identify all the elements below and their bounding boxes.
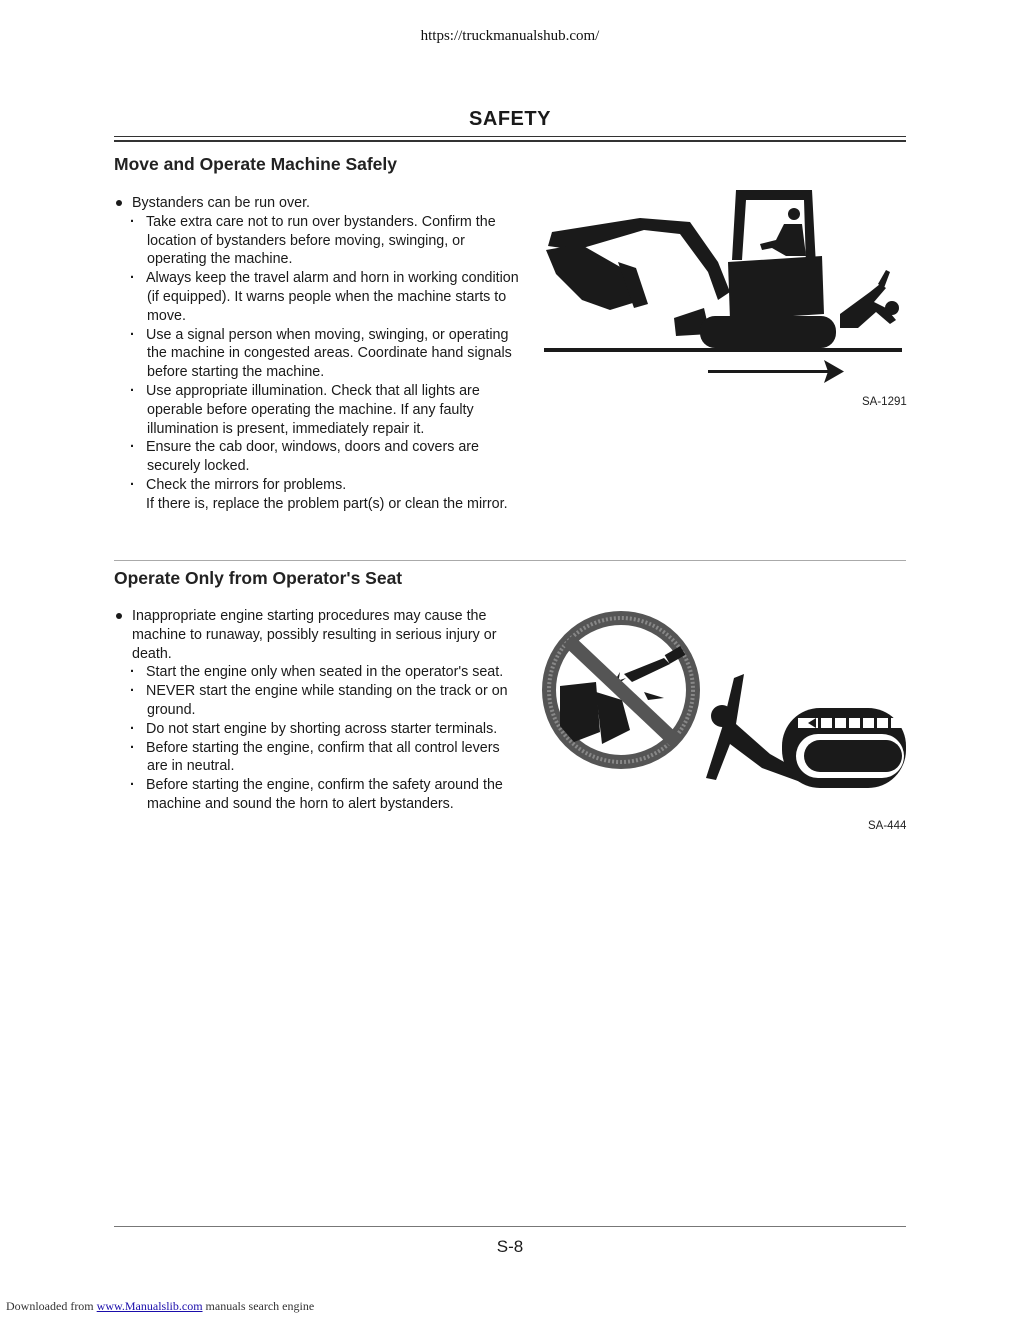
- sub-item: · Use appropriate illumination. Check that all lights are operable before operating the machine. If any faulty illumination is present, immediately repair it.: [114, 382, 524, 438]
- sub-item: · Use a signal person when moving, swinging, or operating the machine in congested areas. Coordinate hand signals before starting the machine.: [114, 326, 524, 382]
- section-heading-operator-seat: Operate Only from Operator's Seat: [114, 568, 403, 588]
- continuation-text: If there is, replace the problem part(s) or clean the mirror.: [146, 495, 508, 512]
- download-prefix: Downloaded from: [6, 1299, 94, 1313]
- sub-item: · Do not start engine by shorting across starter terminals.: [114, 720, 524, 739]
- safety-list-move-operate: [114, 194, 524, 514]
- section-divider: [114, 560, 906, 561]
- page-number: S-8: [496, 1237, 524, 1256]
- main-bullet-item: Bystanders can be run over.: [114, 194, 524, 213]
- excavator-runover-illustration: [540, 184, 910, 394]
- page-title: SAFETY: [469, 108, 551, 130]
- footer-divider: [114, 1226, 906, 1227]
- title-divider: [114, 136, 906, 142]
- section-heading-move-operate: Move and Operate Machine Safely: [114, 154, 398, 174]
- sub-item: · Before starting the engine, confirm that all control levers are in neutral.: [114, 739, 524, 777]
- sub-item: · Always keep the travel alarm and horn in working condition (if equipped). It warns people when the machine starts to move.: [114, 269, 524, 325]
- download-credit: [6, 1299, 314, 1314]
- sub-item: · Ensure the cab door, windows, doors and covers are securely locked.: [114, 438, 524, 476]
- sub-item: · Before starting the engine, confirm the safety around the machine and sound the horn to alert bystanders.: [114, 776, 524, 814]
- source-url: https://truckmanualshub.com/: [420, 28, 600, 44]
- figure-label: SA-1291: [862, 396, 907, 408]
- sub-item: · NEVER start the engine while standing on the track or on ground.: [114, 682, 524, 720]
- sub-item: · Take extra care not to run over bystanders. Confirm the location of bystanders before moving, swinging, or operating the machine.: [114, 213, 524, 269]
- manualslib-link[interactable]: www.Manualslib.com: [96, 1299, 203, 1313]
- download-suffix: manuals search engine: [205, 1299, 315, 1313]
- safety-list-operator-seat: [114, 607, 524, 814]
- main-bullet-item: Inappropriate engine starting procedures may cause the machine to runaway, possibly resulting in serious injury or death.: [114, 607, 524, 663]
- sub-item: · Check the mirrors for problems.: [114, 476, 524, 495]
- sub-item: · Start the engine only when seated in the operator's seat.: [114, 663, 524, 682]
- no-shorting-starter-illustration: [540, 604, 910, 800]
- figure-label: SA-444: [868, 820, 907, 832]
